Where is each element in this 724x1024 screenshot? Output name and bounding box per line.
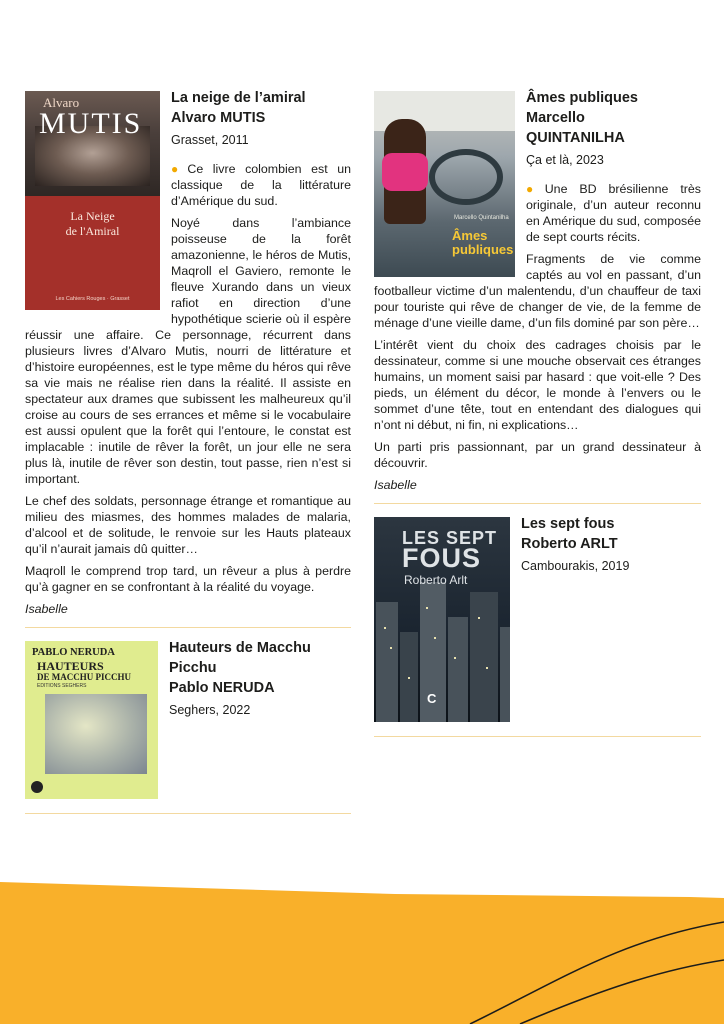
separator bbox=[25, 813, 351, 814]
cover-title: HAUTEURS DE MACCHU PICCHU bbox=[37, 659, 131, 682]
book-author: Pablo NERUDA bbox=[169, 680, 275, 696]
publisher-logo-icon bbox=[31, 781, 43, 793]
book-author: QUINTANILHA bbox=[526, 130, 625, 146]
cover-author: Roberto Arlt bbox=[404, 573, 468, 587]
book-title: La neige de l’amiral bbox=[171, 90, 306, 106]
cover-photo bbox=[45, 694, 147, 774]
steering-wheel-icon bbox=[429, 149, 503, 205]
review-paragraph: Un parti pris passionnant, par un grand dessinateur à découvrir. bbox=[374, 440, 701, 470]
review-paragraph: L’intérêt vient du choix des cadrages choisis par le dessinateur, comme si une mouche observait ces étranges humains, un moment saisi par hasard : que voit-elle ? Des pieds, un élément du décor, le monde à l’envers ou le sommet d’une tête, tout en entendant des dialogues qui n’ont ni début, ni fin, ni explications… bbox=[374, 338, 701, 432]
cover-title-line1: LES SEPT bbox=[402, 528, 498, 548]
book-publisher: Grasset, 2011 bbox=[171, 133, 249, 147]
book-author: Roberto ARLT bbox=[521, 536, 618, 552]
book-publisher: Cambourakis, 2019 bbox=[521, 559, 630, 573]
review-ames-publiques bbox=[374, 88, 701, 493]
bullet-icon: ● bbox=[171, 162, 185, 176]
review-les-sept-fous bbox=[374, 514, 701, 726]
cover-author: Marcello Quintanilha bbox=[454, 215, 509, 221]
separator bbox=[374, 736, 701, 737]
cover-edition: Les Cahiers Rouges · Grasset bbox=[55, 296, 130, 302]
book-title: Les sept fous bbox=[521, 516, 615, 532]
cover-title-line2: FOUS bbox=[402, 543, 482, 573]
book-author-first: Marcello bbox=[526, 110, 585, 126]
review-paragraph: Maqroll le comprend trop tard, un rêveur a plus à perdre qu’à gagner en se confrontant à la réalité du voyage. bbox=[25, 564, 351, 594]
book-cover-hauteurs bbox=[25, 641, 158, 799]
reviewer-signature: Isabelle bbox=[374, 478, 417, 492]
review-hauteurs-de-macchu-picchu bbox=[25, 638, 351, 803]
book-publisher: Seghers, 2022 bbox=[169, 703, 251, 717]
book-publisher: Ça et là, 2023 bbox=[526, 153, 604, 167]
publisher-logo-icon: C bbox=[427, 691, 437, 706]
cover-title: La Neige de l'Amiral bbox=[65, 209, 120, 238]
review-paragraph: ● Ce livre colombien est un classique de la littérature d’Amérique du sud. bbox=[171, 162, 351, 208]
review-paragraph: Noyé dans l’ambiance poisseuse de la forêt amazonienne, le héros de Mutis, Maqroll el Gaviero, remonte le fleuve Xurando dans un vieux rafiot en direction d’une hypothétique scierie où il espère réussir une affaire. Ce personnage, récurrent dans plusieurs livres d’Alvaro Mutis, nourri de littérature et d’histoire européennes, est le type même du héros qui rêve sa vie mais ne réalise rien dans la réalité. Il assiste en spectateur aux drames que subissent les malheureux qu’il croise au cours de ses errances et même si le vocabulaire est aussi opulent que la forêt qui l’entoure, le constat est implacable : inutile de rêver la forêt, un jour elle ne sera plus là, inutile de rêver son destin, tout passe, rien n’est si important. bbox=[25, 216, 351, 486]
separator bbox=[374, 503, 701, 504]
right-column bbox=[374, 88, 701, 747]
book-cover-ames-publiques bbox=[374, 91, 515, 277]
decorative-orange-band bbox=[0, 860, 724, 1024]
review-paragraph: Fragments de vie comme captés au vol en passant, d’un footballeur victime d’un malentendu, d’un chauffeur de taxi pour touriste qui rêve de changer de vie, de la femme de ménage d’une vieille dame, d’un fils dominé par son père… bbox=[374, 252, 701, 330]
review-paragraph: Le chef des soldats, personnage étrange et romantique au milieu des miasmes, des hommes malades de malaria, d’alcool et de solitude, le renvoie sur les Hauts plateaux qu’il n’aurait jamais dû quitter… bbox=[25, 494, 351, 556]
book-title: Âmes publiques bbox=[526, 90, 638, 106]
cover-author-last: MUTIS bbox=[39, 107, 143, 140]
book-title: Hauteurs de Macchu Picchu bbox=[169, 640, 311, 676]
book-author: Alvaro MUTIS bbox=[171, 110, 266, 126]
book-cover-les-sept-fous bbox=[374, 517, 510, 722]
cover-title: Âmes publiques bbox=[452, 228, 514, 257]
review-paragraph: ● Une BD brésilienne très originale, d’un auteur reconnu en Amérique du sud, composée de sept courts récits. bbox=[526, 182, 702, 244]
cover-author: PABLO NERUDA bbox=[32, 647, 115, 658]
separator bbox=[25, 627, 351, 628]
review-la-neige-de-lamiral bbox=[25, 88, 351, 617]
cover-subtitle: EDITIONS SEGHERS bbox=[37, 683, 87, 689]
bullet-icon: ● bbox=[526, 182, 542, 196]
book-cover-la-neige bbox=[25, 91, 160, 310]
reviewer-signature: Isabelle bbox=[25, 602, 68, 616]
left-column bbox=[25, 88, 351, 824]
cover-author-first: Alvaro bbox=[43, 95, 80, 110]
